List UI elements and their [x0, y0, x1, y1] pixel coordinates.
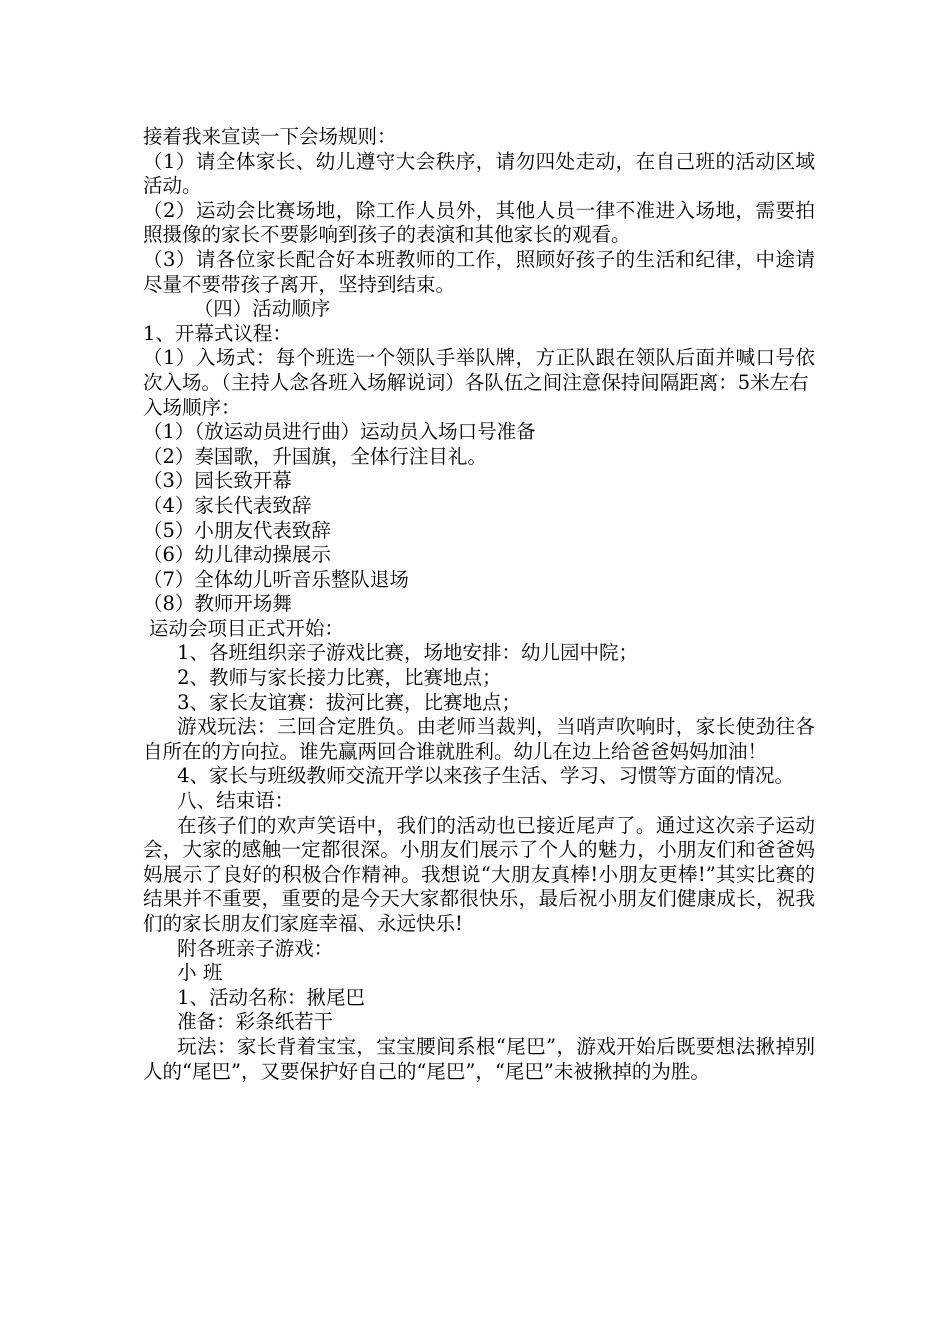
section-heading: 八、结束语：: [177, 789, 295, 813]
paragraph: 1、活动名称：揪尾巴: [177, 985, 366, 1009]
paragraph: 小 班: [177, 961, 223, 985]
paragraph: 接着我来宣读一下会场规则：: [143, 125, 397, 148]
list-item: （2）奏国歌，升国旗，全体行注目礼。: [143, 444, 487, 468]
paragraph: （3）请各位家长配合好本班教师的工作，照顾好孩子的生活和纪律，中途请尽量不要带孩子离开，坚持到结束。: [143, 247, 815, 296]
section-heading: （四）活动顺序: [193, 297, 331, 321]
document-body: [143, 125, 815, 1084]
list-item: （1）（放运动员进行曲）运动员入场口号准备: [143, 420, 536, 444]
paragraph: 3、家长友谊赛：拔河比赛，比赛地点；: [177, 690, 522, 714]
paragraph: 附各班亲子游戏：: [177, 936, 334, 960]
paragraph: （1）请全体家长、幼儿遵守大会秩序，请勿四处走动，在自己班的活动区域活动。: [143, 149, 815, 198]
list-item: （3）园长致开幕: [143, 469, 292, 493]
paragraph: 2、教师与家长接力比赛，比赛地点；: [177, 666, 502, 690]
paragraph: 1、各班组织亲子游戏比赛，场地安排：幼儿园中院；: [177, 641, 639, 665]
list-item: （5）小朋友代表致辞: [143, 518, 331, 542]
paragraph: 准备：彩条纸若干: [177, 1010, 334, 1034]
paragraph: 入场顺序：: [143, 395, 241, 419]
list-item: （6）幼儿律动操展示: [143, 543, 331, 567]
list-item: （8）教师开场舞: [143, 592, 292, 616]
paragraph: 1、开幕式议程：: [143, 321, 292, 345]
paragraph: 4、家长与班级教师交流开学以来孩子生活、学习、习惯等方面的情况。: [177, 764, 795, 788]
paragraph: （1）入场式：每个班选一个领队手举队牌，方正队跟在领队后面并喊口号依次入场。（主持人念各班入场解说词）各队伍之间注意保持间隔距离：5米左右: [143, 346, 815, 394]
list-item: （7）全体幼儿听音乐整队退场: [143, 567, 409, 591]
paragraph: 游戏玩法：三回合定胜负。由老师当裁判，当哨声吹响时，家长使劲往各自所在的方向拉。谁先赢两回合谁就胜利。幼儿在边上给爸爸妈妈加油！: [143, 715, 815, 763]
list-item: （4）家长代表致辞: [143, 493, 312, 517]
paragraph: 玩法：家长背着宝宝，宝宝腰间系根“尾巴”，游戏开始后既要想法揪掉别人的“尾巴”，又要保护好自己的“尾巴”，“尾巴”未被揪掉的为胜。: [143, 1034, 815, 1083]
paragraph: 在孩子们的欢声笑语中，我们的活动也已接近尾声了。通过这次亲子运动会，大家的感触一定都很深。小朋友们展示了个人的魅力，小朋友们和爸爸妈妈展示了良好的积极合作精神。我想说“大朋友真棒!小朋友更棒!”其实比赛的结果并不重要，重要的是今天大家都很快乐，最后祝小朋友们健康成长，祝我们的家长朋友们家庭幸福、永远快乐!: [143, 813, 815, 935]
paragraph: 运动会项目正式开始：: [148, 616, 344, 640]
paragraph: （2）运动会比赛场地，除工作人员外，其他人员一律不准进入场地，需要拍照摄像的家长不要影响到孩子的表演和其他家长的观看。: [143, 198, 815, 247]
